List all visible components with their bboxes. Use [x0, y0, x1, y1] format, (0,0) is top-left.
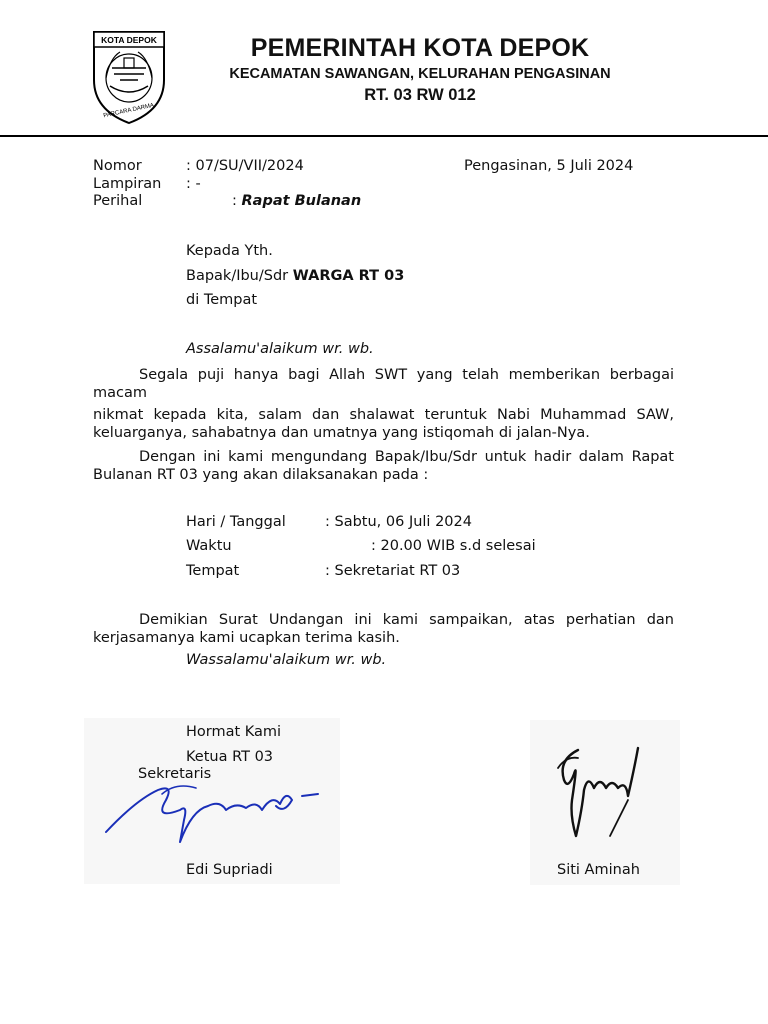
recipient-name: WARGA RT 03 — [292, 268, 405, 284]
chair-title: Ketua RT 03 — [186, 749, 274, 765]
svg-text:PARCARA DARMA: PARCARA DARMA — [102, 102, 155, 120]
letterhead-divider — [0, 135, 768, 137]
letterhead-subtitle: KECAMATAN SAWANGAN, KELURAHAN PENGASINAN — [229, 66, 611, 82]
letterhead-title: PEMERINTAH KOTA DEPOK — [250, 34, 590, 62]
schedule-value-place: : Sekretariat RT 03 — [325, 563, 461, 579]
paragraph-2: Dengan ini kami mengundang Bapak/Ibu/Sdr untuk hadir dalam Rapat Bulanan RT 03 yang akan dilaksanakan pada : — [93, 449, 674, 483]
farewell: Wassalamu'alaikum wr. wb. — [186, 652, 387, 668]
recipient-prefix: Bapak/Ibu/Sdr — [186, 268, 293, 284]
kota-depok-logo — [90, 28, 168, 126]
left-signature — [96, 770, 326, 850]
schedule-label-time: Waktu — [186, 538, 232, 554]
right-signer-name: Siti Aminah — [557, 862, 640, 878]
schedule-label-place: Tempat — [186, 563, 240, 579]
svg-text:KOTA DEPOK: KOTA DEPOK — [101, 35, 157, 45]
perihal-colon: : — [232, 193, 237, 209]
place-date: Pengasinan, 5 Juli 2024 — [464, 158, 634, 174]
schedule-value-day: : Sabtu, 06 Juli 2024 — [325, 514, 472, 530]
lampiran-label: Lampiran — [93, 176, 162, 192]
recipient-line2 — [186, 268, 404, 284]
perihal-subject: Rapat Bulanan — [241, 193, 362, 209]
perihal-label: Perihal — [93, 193, 143, 209]
paragraph-1a: Segala puji hanya bagi Allah SWT yang telah memberikan berbagai macam — [93, 367, 674, 401]
recipient-line3: di Tempat — [186, 292, 258, 308]
respect-line: Hormat Kami — [186, 724, 282, 740]
schedule-label-day: Hari / Tanggal — [186, 514, 286, 530]
greeting: Assalamu'alaikum wr. wb. — [186, 341, 374, 357]
secretary-title: Sekretaris — [138, 766, 212, 782]
closing-paragraph: Demikian Surat Undangan ini kami sampaikan, atas perhatian dan kerjasamanya kami ucapkan terima kasih. — [93, 612, 674, 646]
right-signature — [548, 740, 648, 846]
letterhead-rt-rw: RT. 03 RW 012 — [364, 86, 476, 104]
perihal-value — [232, 193, 361, 209]
lampiran-value: : - — [186, 176, 201, 192]
nomor-value: : 07/SU/VII/2024 — [186, 158, 304, 174]
nomor-label: Nomor — [93, 158, 142, 174]
paragraph-1b: nikmat kepada kita, salam dan shalawat teruntuk Nabi Muhammad SAW, keluarganya, sahabatnya dan umatnya yang istiqomah di jalan-Nya. — [93, 407, 674, 441]
schedule-value-time: : 20.00 WIB s.d selesai — [371, 538, 536, 554]
recipient-line1: Kepada Yth. — [186, 243, 273, 259]
left-signer-name: Edi Supriadi — [186, 862, 273, 878]
